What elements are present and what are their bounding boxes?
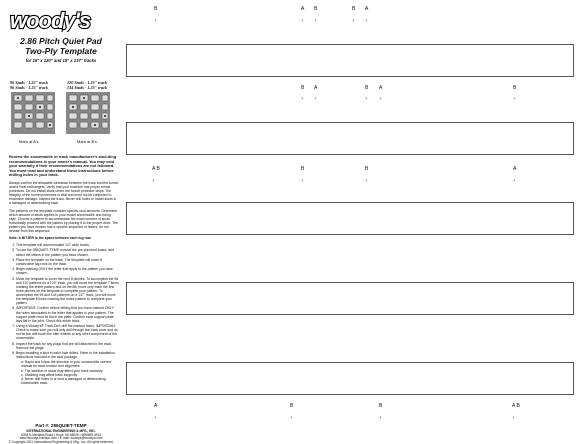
hole-position-mark: + [512,415,515,420]
title-line-2: Two-Ply Template [25,46,97,56]
hole-position-mark: + [152,178,155,183]
title-line-3: for 15" x 120" and 15" x 137" tracks [25,58,97,63]
step-8: 8. Inspect the track for any plugs that are still attached to the track. Remove the plugs. [16,342,119,350]
hole-position-mark: + [365,178,368,183]
hole-letter-label: B [290,403,294,409]
logo-wordmark: woody's [10,8,91,32]
hole-letter-label: B [365,85,369,91]
stud-header-right-1: 120 Studs - 1.25" track [67,80,107,85]
hole-position-mark: + [513,96,516,101]
template-strip [126,122,574,155]
hole-letter-label: B [301,85,305,91]
hole-position-mark: + [379,96,382,101]
template-strip [126,362,574,395]
woodys-logo [8,6,114,32]
hole-letter-label: B [352,6,356,12]
step-9: 9. Begin installing a stud in each hole drilled. Refer to the installation instructions included in the stud package. [16,351,119,359]
step-4: 4. Begin marking ONLY the letter that apply to the pattern you have chosen. [16,267,119,275]
company-copyright: © Copyright 2011 International Engineering & Mfg., Inc. All rights reserved. [8,439,114,444]
hole-letter-label: B [154,6,158,12]
paragraph-1: Always confirm the allowable clearance between the track and the tunnel and/or heat exchangers. Verify that your machine has proper tunnel protectors. Do not install studs under the tunnel protector strips. The integrity of the tunnel protectors is vital and must not be subjected to excessive damage. Inspect the track. Never drill holes or install studs in a damaged or deteriorating track. [9,180,119,206]
steps-list [9,243,119,359]
hole-position-mark: + [513,178,516,183]
step-2: 2. To use the 286QUIET-TEMP remove the pre-punched board, and select the letters in the pattern you have chosen. [16,248,119,256]
hole-letter-label: A B [512,403,520,409]
hole-letter-label: A [513,166,517,172]
hole-letter-label: B [513,85,517,91]
company-name: INTERNATIONAL ENGINEERING & MFG., INC. [26,429,96,433]
title-line-1: 2.86 Pitch Quiet Pad [20,36,102,46]
step-5: 5. Move the template to cover the next 8 pitches. To accomplish the 96 and 120 patterns on a 120" track, you will move the template 7 times marking the entire pattern and on the 8th move only mark the first three pitches on the template to complete your pattern. To accomplish the 96 and 144 patterns on a 137" track, you will move the template 8 times marking the entire pattern to complete your pattern. [16,277,119,306]
mark-b-caption: Mark at B's [77,139,97,144]
track-diagram-b [66,92,110,134]
sub-steps [9,360,119,385]
stud-header-left [10,80,48,90]
mark-a-caption: Mark at A's [19,139,39,144]
template-strip [126,44,574,77]
stud-header-right-2: 144 Studs - 1.25" track [67,85,107,90]
hole-position-mark: + [301,178,304,183]
step-1: 1. This template will accommodate 1/2" wide tracks. [16,243,119,247]
template-strip [126,282,574,315]
hole-position-mark: + [154,18,157,23]
hole-position-mark: + [154,415,157,420]
template-strip [126,202,574,235]
company-web: www.WoodysTraction.com • E-mail: woodys@woodys.com [19,436,103,441]
sub-step-d: d. Never drill holes in or stud a damaged or deteriorating snowmobile track. [21,376,106,385]
warning-text: Review the snowmobile or track manufacturer's stud-ding recommendations in your owner's manual. You may void your warranty if their recommendations are not followed. You must read and understand these instructions before drilling holes in your track. [9,154,117,178]
instructions-panel [0,0,122,443]
hole-letter-label: A B [152,166,160,172]
hole-position-mark: + [365,18,368,23]
hole-position-mark: + [301,18,304,23]
sub-step-b: b. The addition of studs may affect your track warranty. [21,368,104,373]
hole-letter-label: B [314,6,318,12]
hole-letter-label: A [154,403,158,409]
hole-letter-label: B [379,403,383,409]
instructions-body [9,155,119,385]
hole-letter-label: A [379,85,383,91]
stud-header-left-2: 96 Studs - 1.25" track [10,85,48,90]
hole-letter-label: B [301,166,305,172]
hole-letter-label: A [365,6,369,12]
step-6: 6. IMPORTANT: Confirm before drilling that you have marked ONLY the holes associated to the letter that applies to your pattern. The support plate must lie flat in the plate. Confirm each support plate lays flat in the joint. Check this entire track. [16,306,119,322]
paragraph-2: The patterns on the template consider specific stud amounts. Determine which amount of studs applies to your model snowmobile and riding style. Choose a pattern to accommodate the exact number of studs. Individually proceed with the pattern by placing it to the proper drive. The pattern you have chosen has a specific sequence of letters; do not deviate from this sequence. [9,208,119,233]
stud-header-left-1: 96 Studs - 1.25" track [10,80,48,85]
stud-header-right [67,80,107,90]
steps-intro: Note: A BITZER is the space between each lug row. [9,236,92,241]
sub-step-c: c. Studding may affect track longevity. [21,372,78,377]
part-number: Part #: 286QUIET-TEMP [35,423,87,428]
hole-position-mark: + [290,415,293,420]
hole-position-mark: + [301,96,304,101]
hole-position-mark: + [379,415,382,420]
hole-position-mark: + [365,96,368,101]
step-7: 7. Using a Woody's® Track Drill, drill the marked holes. IMPORTANT: Check to make sure you will only drill through the track once and do not let the drill touch the idler wheels or any other component of the snowmobile. [16,324,119,340]
hole-position-mark: + [352,18,355,23]
sub-step-a: a. Rapid and follow the direction in your snowmobile owners' manual for track tension and alignment. [21,360,112,369]
hole-letter-label: A [301,6,305,12]
hole-position-mark: + [314,18,317,23]
company-info [0,430,122,444]
step-3: 3. Place the template on the track. The template will cover 8 consecutive lug rows on the track. [16,258,119,266]
company-address: 6054 N Meridian Road • Hope, MI 48628 • 989/689-4911 [21,432,101,437]
hole-letter-label: A [314,85,318,91]
track-diagram-a [11,92,55,134]
hole-position-mark: + [314,96,317,101]
hole-letter-label: B [365,166,369,172]
